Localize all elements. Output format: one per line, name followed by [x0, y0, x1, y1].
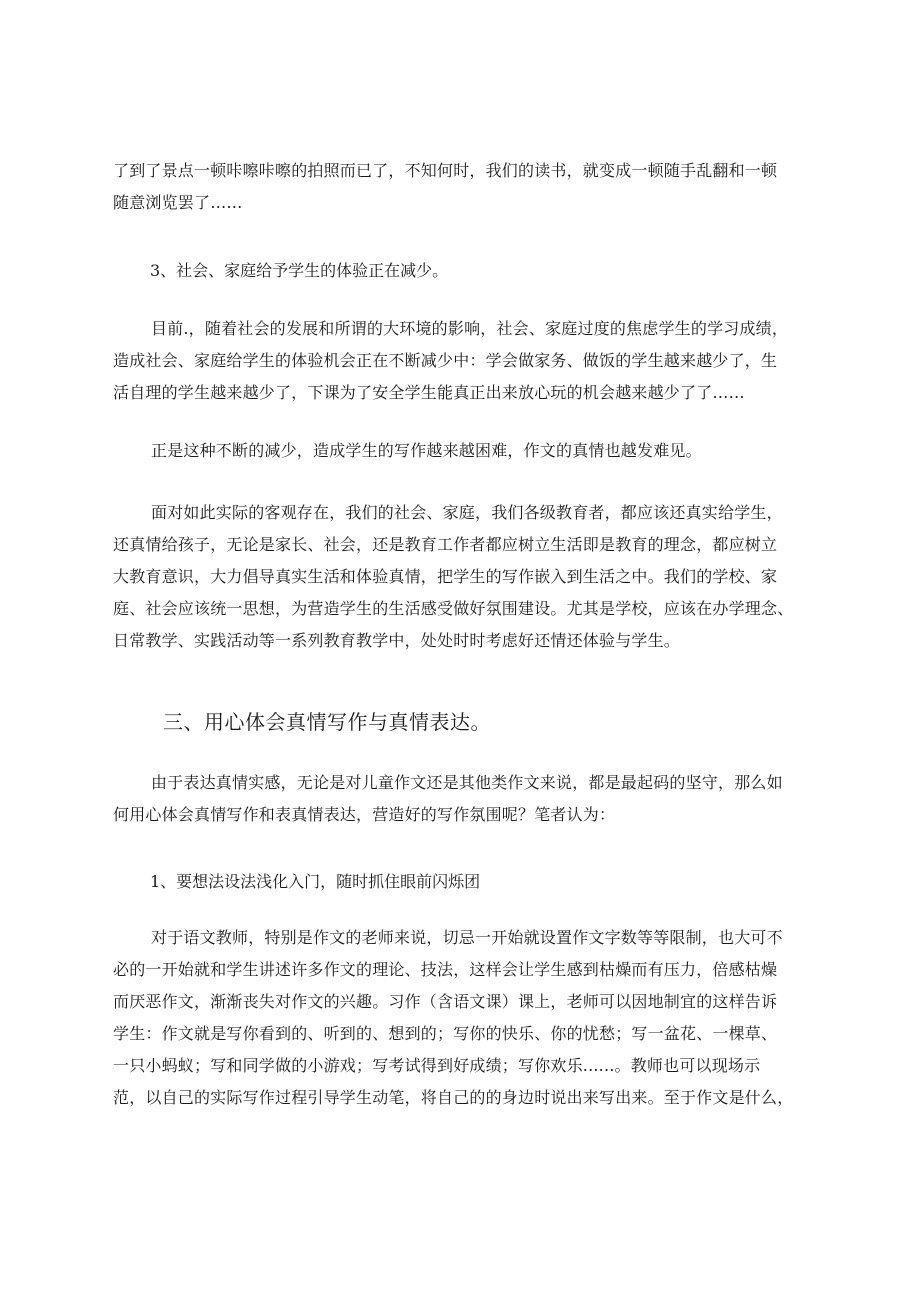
paragraph-line: 面对如此实际的客观存在，我们的社会、家庭，我们各级教育者，都应该还真实给学生，	[151, 503, 783, 522]
paragraph-line: 随意浏览罢了……	[113, 193, 243, 212]
facing-reality-paragraph	[113, 497, 813, 657]
paragraph-line: 一只小蚂蚁；写和同学做的小游戏；写考试得到好成绩；写你欢乐......。教师也可以现场示	[113, 1056, 761, 1075]
decrease-paragraph	[113, 435, 813, 467]
paragraph-line: 何用心体会真情写作和表真情表达，营造好的写作氛围呢？笔者认为：	[113, 805, 616, 824]
paragraph-line: 学生：作文就是写你看到的、听到的、想到的；写你的快乐、你的忧愁；写一盆花、一棵草、	[113, 1024, 778, 1043]
paragraph-line: 由于表达真情实感，无论是对儿童作文还是其他类作文来说，都是最起码的坚守，那么如	[151, 773, 783, 792]
paragraph-line: 正是这种不断的减少，造成学生的写作越来越困难，作文的真情也越发难见。	[151, 441, 702, 460]
paragraph-line: 庭、社会应该统一思想，为营造学生的生活感受做好氛围建设。尤其是学校，应该在办学理念、	[113, 599, 794, 618]
continuation-paragraph	[113, 155, 813, 219]
expression-paragraph	[113, 767, 813, 831]
paragraph-line: 而厌恶作文，渐渐丧失对作文的兴趣。习作（含语文课）课上，老师可以因地制宜的这样告诉	[113, 992, 778, 1011]
paragraph-line: 活自理的学生越来越少了，下课为了安全学生能真正出来放心玩的机会越来越少了了……	[113, 383, 745, 402]
paragraph-line: 日常教学、实践活动等一系列教育教学中，处处时时考虑好还情还体验与学生。	[113, 631, 681, 650]
paragraph-line: 必的一开始就和学生讲述许多作文的理论、技法，这样会让学生感到枯燥而有压力，倍感枯燥	[113, 960, 778, 979]
paragraph-line: 了到了景点一顿咔嚓咔嚓的拍照而已了，不知何时，我们的读书，就变成一顿随手乱翻和一顿	[113, 161, 778, 180]
point-3-heading: 3、社会、家庭给予学生的体验正在减少。	[150, 261, 449, 280]
paragraph-line: 还真情给孩子，无论是家长、社会，还是教育工作者都应树立生活即是教育的理念，都应树立	[113, 535, 778, 554]
teacher-guidance-paragraph	[113, 922, 813, 1114]
paragraph-line: 目前.，随着社会的发展和所谓的大环境的影响，社会、家庭过度的焦虑学生的学习成绩，	[151, 319, 789, 338]
paragraph-line: 范，以自己的实际写作过程引导学生动笔，将自己的的身边时说出来写出来。至于作文是什么，	[113, 1088, 794, 1107]
point-1-heading: 1、要想法设法浅化入门，随时抓住眼前闪烁团	[150, 872, 481, 891]
paragraph-line: 大教育意识，大力倡导真实生活和体验真情，把学生的写作嵌入到生活之中。我们的学校、家	[113, 567, 778, 586]
current-situation-paragraph	[113, 313, 813, 409]
paragraph-line: 造成社会、家庭给学生的体验机会正在不断减少中：学会做家务、做饭的学生越来越少了，生	[113, 351, 778, 370]
paragraph-line: 对于语文教师，特别是作文的老师来说，切忌一开始就设置作文字数等等限制，也大可不	[151, 928, 783, 947]
section-3-heading: 三、用心体会真情写作与真情表达。	[163, 710, 491, 734]
